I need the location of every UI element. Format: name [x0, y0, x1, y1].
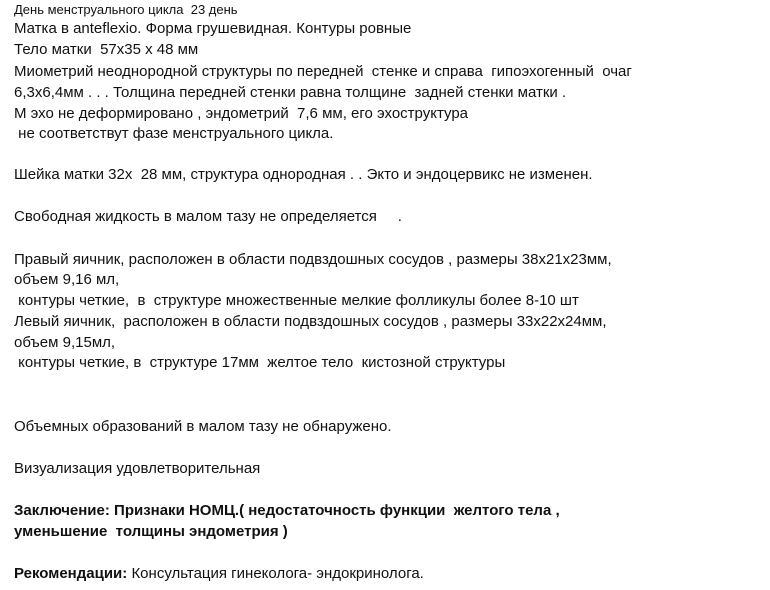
- recommendations-label: Рекомендации:: [14, 565, 128, 582]
- cycle-day-line: День менструального цикла 23 день: [14, 2, 238, 17]
- cervix-line: Шейка матки 32х 28 мм, структура однородная . . Экто и эндоцервикс не изменен.: [14, 166, 593, 183]
- masses-line: Объемных образований в малом тазу не обнаружено.: [14, 418, 392, 435]
- m-echo-line: М эхо не деформировано , эндометрий 7,6 мм, его эхоструктура: [14, 105, 469, 122]
- right-ovary-contours-line: контуры четкие, в структуре множественные мелкие фолликулы более 8-10 шт: [14, 292, 579, 309]
- m-echo-continuation-line: не соответствут фазе менструального цикла.: [14, 125, 334, 142]
- free-fluid-line: Свободная жидкость в малом тазу не определяется .: [14, 208, 402, 225]
- right-ovary-volume-line: объем 9,16 мл,: [14, 271, 120, 288]
- recommendations-text: Консультация гинеколога- эндокринолога.: [127, 565, 424, 582]
- conclusion-line-1: Заключение: Признаки НОМЦ.( недостаточность функции желтого тела ,: [14, 502, 560, 519]
- recommendations-line: [14, 564, 424, 584]
- left-ovary-line: Левый яичник, расположен в области подвздошных сосудов , размеры 33x22x24мм,: [14, 313, 607, 330]
- uterus-position-line: Матка в anteflexio. Форма грушевидная. Контуры ровные: [14, 20, 412, 37]
- myometrium-line: Миометрий неоднородной структуры по передней стенке и справа гипоэхогенный очаг: [14, 63, 632, 80]
- conclusion-line-2: уменьшение толщины эндометрия ): [14, 523, 288, 540]
- right-ovary-line: Правый яичник, расположен в области подвздошных сосудов , размеры 38x21x23мм,: [14, 251, 612, 268]
- visualization-line: Визуализация удовлетворительная: [14, 460, 261, 477]
- left-ovary-contours-line: контуры четкие, в структуре 17мм желтое тело кистозной структуры: [14, 354, 506, 371]
- uterus-body-line: Тело матки 57x35 x 48 мм: [14, 41, 199, 58]
- left-ovary-volume-line: объем 9,15мл,: [14, 334, 116, 351]
- myometrium-continuation-line: 6,3x6,4мм . . . Толщина передней стенки равна толщине задней стенки матки .: [14, 84, 567, 101]
